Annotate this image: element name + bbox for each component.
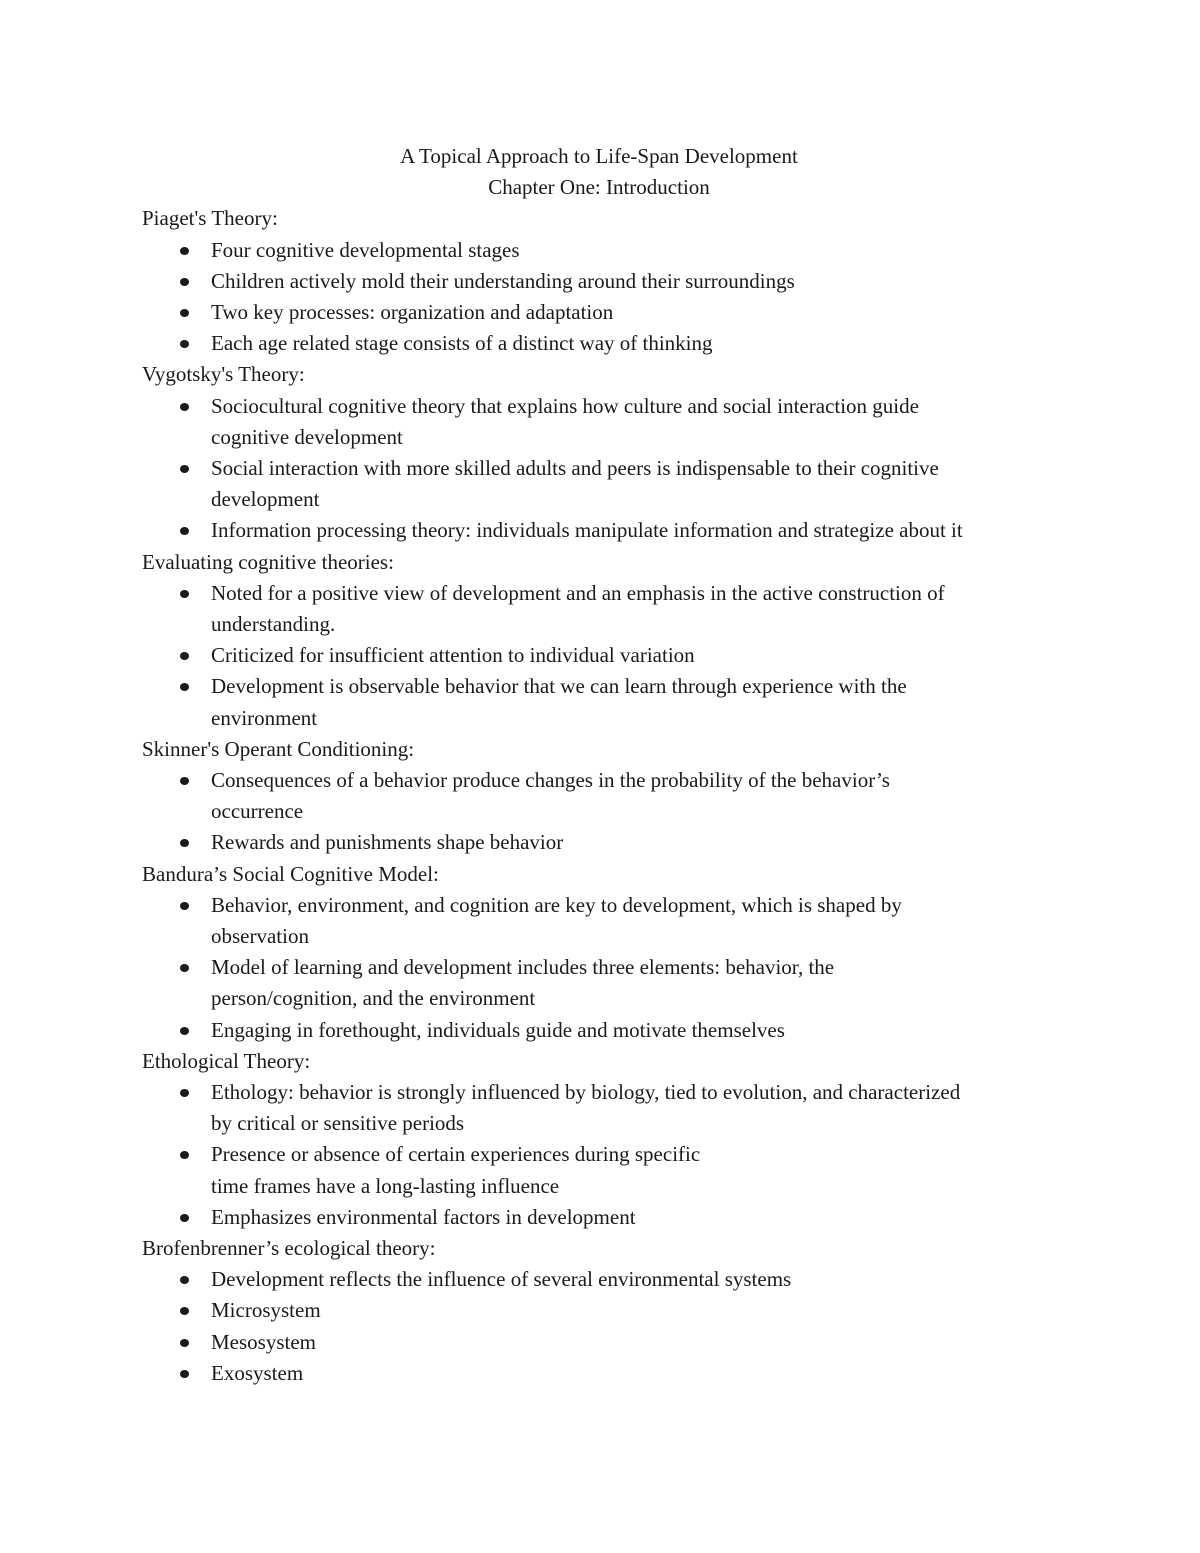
bullet-text bbox=[211, 266, 1072, 297]
bullet-list bbox=[142, 765, 1072, 859]
bullet-text bbox=[211, 640, 1072, 671]
bullet-text-line: Mesosystem bbox=[211, 1329, 316, 1354]
bullet-text-line: Development reflects the influence of several environmental systems bbox=[211, 1267, 792, 1292]
bullet-item bbox=[142, 297, 1072, 328]
bullet-text bbox=[211, 1327, 1072, 1358]
bullet-text bbox=[211, 1295, 1072, 1326]
bullet-text bbox=[211, 890, 1072, 952]
bullet-item bbox=[142, 266, 1072, 297]
bullet-text bbox=[211, 297, 1072, 328]
bullet-list bbox=[142, 578, 1072, 734]
bullet-text bbox=[211, 235, 1072, 266]
bullet-item bbox=[142, 1327, 1072, 1358]
bullet-text-line: occurrence bbox=[211, 799, 304, 824]
bullet-text bbox=[211, 1015, 1072, 1046]
bullet-text-line: Four cognitive developmental stages bbox=[211, 237, 520, 262]
bullet-item bbox=[142, 1077, 1072, 1139]
section-heading: Bandura’s Social Cognitive Model: bbox=[142, 861, 439, 886]
document-title: A Topical Approach to Life-Span Development bbox=[400, 144, 798, 168]
bullet-item bbox=[142, 640, 1072, 671]
section-heading: Evaluating cognitive theories: bbox=[142, 549, 394, 574]
bullet-item bbox=[142, 1139, 1072, 1201]
bullet-text-line: cognitive development bbox=[211, 424, 403, 449]
bullet-text-line: time frames have a long-lasting influence bbox=[211, 1173, 560, 1198]
bullet-item bbox=[142, 1015, 1072, 1046]
bullet-text bbox=[211, 328, 1072, 359]
bullet-list bbox=[142, 391, 1072, 547]
bullet-text bbox=[211, 453, 1072, 515]
bullet-item bbox=[142, 1202, 1072, 1233]
bullet-text bbox=[211, 827, 1072, 858]
bullet-item bbox=[142, 765, 1072, 827]
bullet-text-line: Each age related stage consists of a distinct way of thinking bbox=[211, 331, 713, 356]
bullet-text bbox=[211, 391, 1072, 453]
bullet-list bbox=[142, 235, 1072, 360]
bullet-text-line: Microsystem bbox=[211, 1298, 321, 1323]
section-heading: Brofenbrenner’s ecological theory: bbox=[142, 1235, 436, 1260]
bullet-text-line: Ethology: behavior is strongly influenced by biology, tied to evolution, and characterized bbox=[211, 1079, 961, 1104]
section-heading: Vygotsky's Theory: bbox=[142, 362, 305, 387]
bullet-text bbox=[211, 1139, 1072, 1201]
bullet-text-line: Social interaction with more skilled adults and peers is indispensable to their cognitive bbox=[211, 455, 939, 480]
bullet-text-line: by critical or sensitive periods bbox=[211, 1111, 465, 1136]
bullet-item bbox=[142, 1264, 1072, 1295]
bullet-item bbox=[142, 515, 1072, 546]
notes-body bbox=[142, 203, 1072, 1389]
bullet-item bbox=[142, 391, 1072, 453]
section-heading: Skinner's Operant Conditioning: bbox=[142, 736, 415, 761]
bullet-list bbox=[142, 1264, 1072, 1389]
bullet-text bbox=[211, 1358, 1072, 1389]
bullet-text bbox=[211, 765, 1072, 827]
section-heading: Piaget's Theory: bbox=[142, 206, 278, 231]
bullet-text-line: understanding. bbox=[211, 611, 336, 636]
bullet-text bbox=[211, 578, 1072, 640]
bullet-text-line: Behavior, environment, and cognition are key to development, which is shaped by bbox=[211, 892, 902, 917]
bullet-text-line: Criticized for insufficient attention to individual variation bbox=[211, 643, 695, 668]
bullet-item bbox=[142, 1358, 1072, 1389]
bullet-item bbox=[142, 890, 1072, 952]
bullet-item bbox=[142, 952, 1072, 1014]
bullet-item bbox=[142, 578, 1072, 640]
bullet-item bbox=[142, 827, 1072, 858]
bullet-text bbox=[211, 1077, 1072, 1139]
bullet-list bbox=[142, 890, 1072, 1046]
section-heading: Ethological Theory: bbox=[142, 1048, 311, 1073]
bullet-text bbox=[211, 515, 1072, 546]
bullet-text-line: Children actively mold their understanding around their surroundings bbox=[211, 268, 795, 293]
bullet-text-line: Information processing theory: individuals manipulate information and strategize about it bbox=[211, 518, 963, 543]
bullet-text-line: Emphasizes environmental factors in development bbox=[211, 1204, 636, 1229]
bullet-text bbox=[211, 1264, 1072, 1295]
bullet-item bbox=[142, 453, 1072, 515]
bullet-text-line: Development is observable behavior that we can learn through experience with the bbox=[211, 674, 907, 699]
bullet-text-line: Engaging in forethought, individuals guide and motivate themselves bbox=[211, 1017, 785, 1042]
bullet-text-line: Rewards and punishments shape behavior bbox=[211, 830, 564, 855]
bullet-item bbox=[142, 671, 1072, 733]
bullet-text-line: Consequences of a behavior produce changes in the probability of the behavior’s bbox=[211, 767, 890, 792]
bullet-text-line: Two key processes: organization and adaptation bbox=[211, 299, 614, 324]
document-page bbox=[142, 141, 1072, 1389]
bullet-text bbox=[211, 1202, 1072, 1233]
bullet-text-line: environment bbox=[211, 705, 318, 730]
bullet-text-line: observation bbox=[211, 923, 309, 948]
chapter-subtitle: Chapter One: Introduction bbox=[488, 175, 710, 200]
bullet-text-line: Exosystem bbox=[211, 1360, 304, 1385]
bullet-text-line: Noted for a positive view of development and an emphasis in the active construction of bbox=[211, 580, 945, 605]
bullet-item bbox=[142, 328, 1072, 359]
bullet-text-line: Model of learning and development includes three elements: behavior, the bbox=[211, 955, 835, 980]
bullet-item bbox=[142, 235, 1072, 266]
bullet-item bbox=[142, 1295, 1072, 1326]
bullet-text-line: person/cognition, and the environment bbox=[211, 986, 536, 1011]
title-block bbox=[142, 141, 1056, 203]
bullet-text-line: Presence or absence of certain experiences during specific bbox=[211, 1142, 701, 1167]
bullet-text-line: Sociocultural cognitive theory that explains how culture and social interaction guide bbox=[211, 393, 919, 418]
bullet-text bbox=[211, 952, 1072, 1014]
bullet-text-line: development bbox=[211, 487, 320, 512]
bullet-text bbox=[211, 671, 1072, 733]
bullet-list bbox=[142, 1077, 1072, 1233]
